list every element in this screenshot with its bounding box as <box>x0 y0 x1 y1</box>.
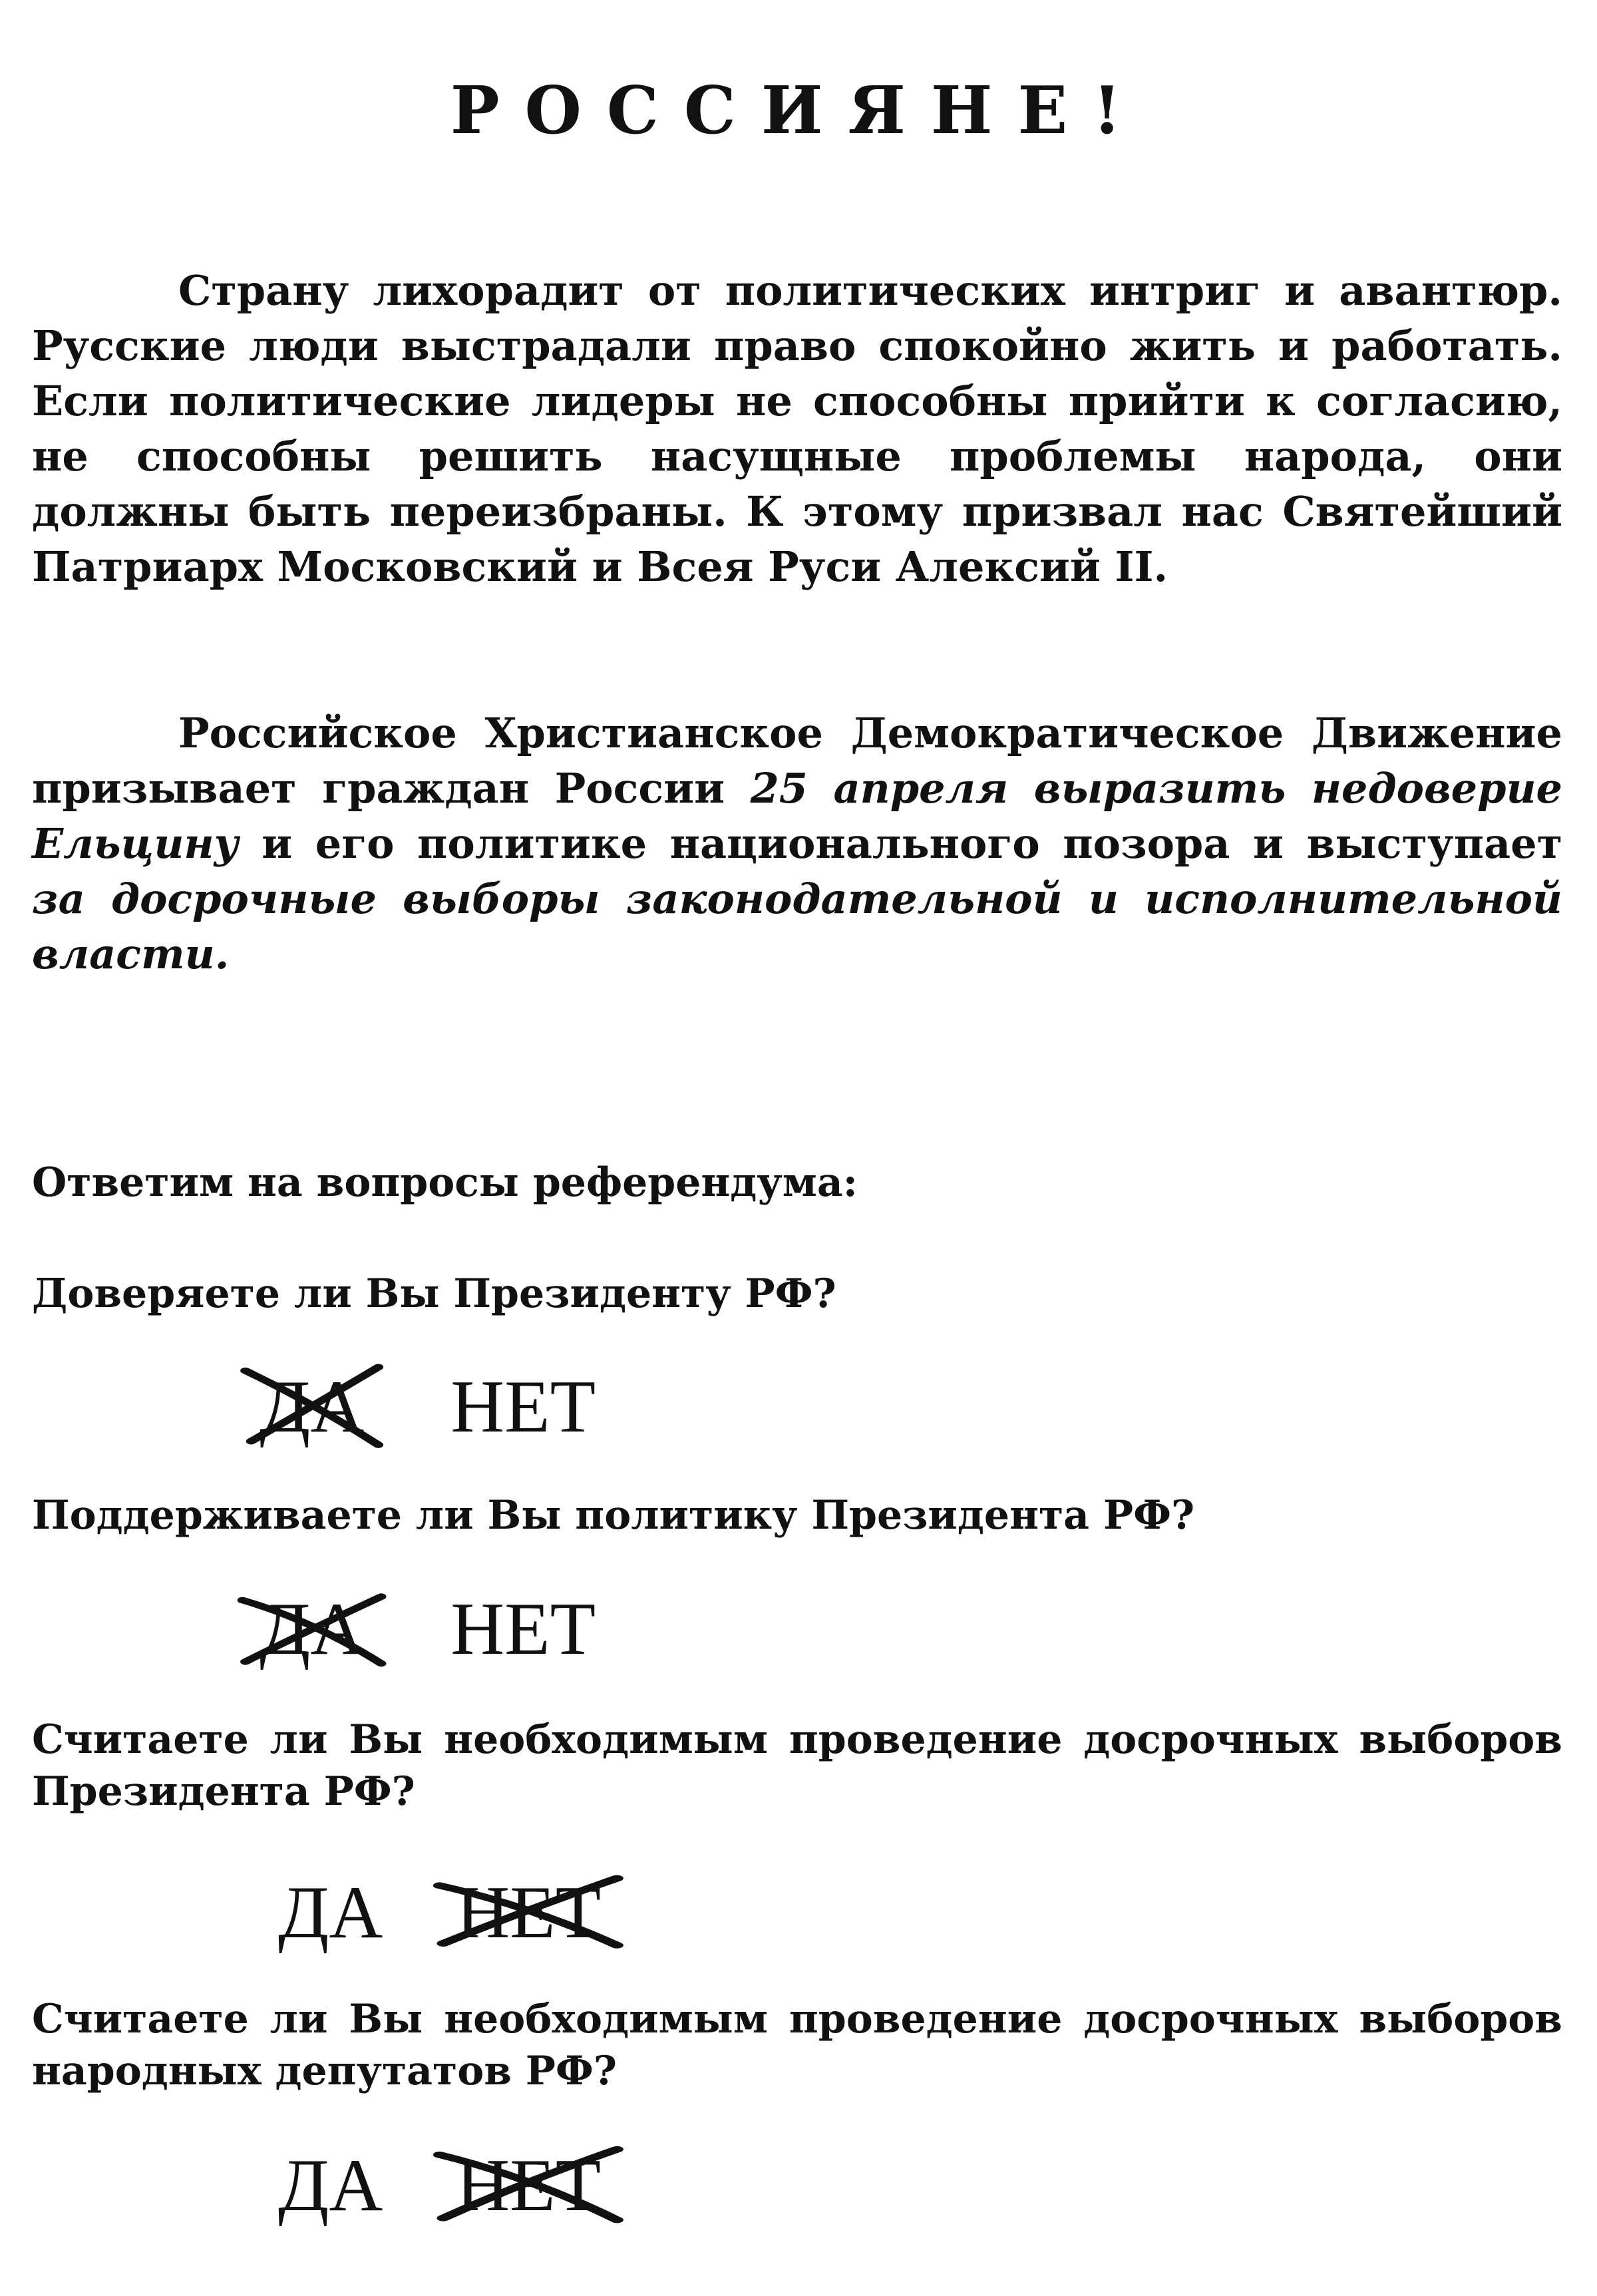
cross-out-mark <box>240 1584 384 1674</box>
answer-1 <box>260 1366 596 1448</box>
answer-1-no <box>450 1366 596 1448</box>
answer-3 <box>278 1871 601 1954</box>
answer-1-yes-label: ДА <box>260 1366 365 1448</box>
answer-4 <box>278 2144 601 2227</box>
referendum-intro: Ответим на вопросы референдума: <box>32 1159 858 1206</box>
answer-4-no-label: НЕТ <box>456 2144 601 2227</box>
cross-out-mark <box>436 2140 621 2231</box>
answer-2-yes-label: ДА <box>260 1588 365 1670</box>
cross-out-mark <box>436 1867 621 1958</box>
answer-2-no-label: НЕТ <box>450 1588 596 1670</box>
answer-4-yes-label: ДА <box>278 2144 383 2227</box>
appeal-text-1: Российское Христианское Демократическое Движение призывает граждан России <box>32 709 1562 813</box>
answer-1-yes <box>260 1366 365 1448</box>
answer-2 <box>260 1588 596 1670</box>
question-1: Доверяете ли Вы Президенту РФ? <box>32 1270 836 1317</box>
answer-3-yes-label: ДА <box>278 1871 383 1954</box>
answer-3-no <box>456 1871 601 1954</box>
answer-2-no <box>450 1588 596 1670</box>
appeal-text-2: и его политике национального позора и выступает <box>238 819 1562 868</box>
answer-4-no <box>456 2144 601 2227</box>
paragraph-intro: Страну лихорадит от политических интриг и авантюр. Русские люди выстрадали право спокойно жить и работать. Если политические лидеры не способны прийти к согласию, не способны решить насущные проблемы народа, они должны быть переизбраны. К этому призвал нас Святейший Патриарх Московский и Всея Руси Алексий II. <box>32 266 1562 591</box>
appeal-emphasis-2: за досрочные выборы законодательной и исполнительной власти. <box>32 874 1562 978</box>
cross-out-mark <box>240 1362 384 1452</box>
leaflet-title: РОССИЯНЕ! <box>450 73 1147 149</box>
answer-4-yes <box>278 2144 383 2227</box>
question-2: Поддерживаете ли Вы политику Президента РФ? <box>32 1492 1195 1539</box>
question-3: Считаете ли Вы необходимым проведение досрочных выборов Президента РФ? <box>32 1716 1562 1815</box>
paragraph-appeal <box>32 705 1562 982</box>
answer-3-no-label: НЕТ <box>456 1871 601 1954</box>
question-4: Считаете ли Вы необходимым проведение досрочных выборов народных депутатов РФ? <box>32 1996 1562 2094</box>
answer-2-yes <box>260 1588 365 1670</box>
appeal-emphasis-1: 25 апреля выразить недоверие Ельцину <box>32 764 1562 868</box>
answer-1-no-label: НЕТ <box>450 1366 596 1448</box>
answer-3-yes <box>278 1871 383 1954</box>
